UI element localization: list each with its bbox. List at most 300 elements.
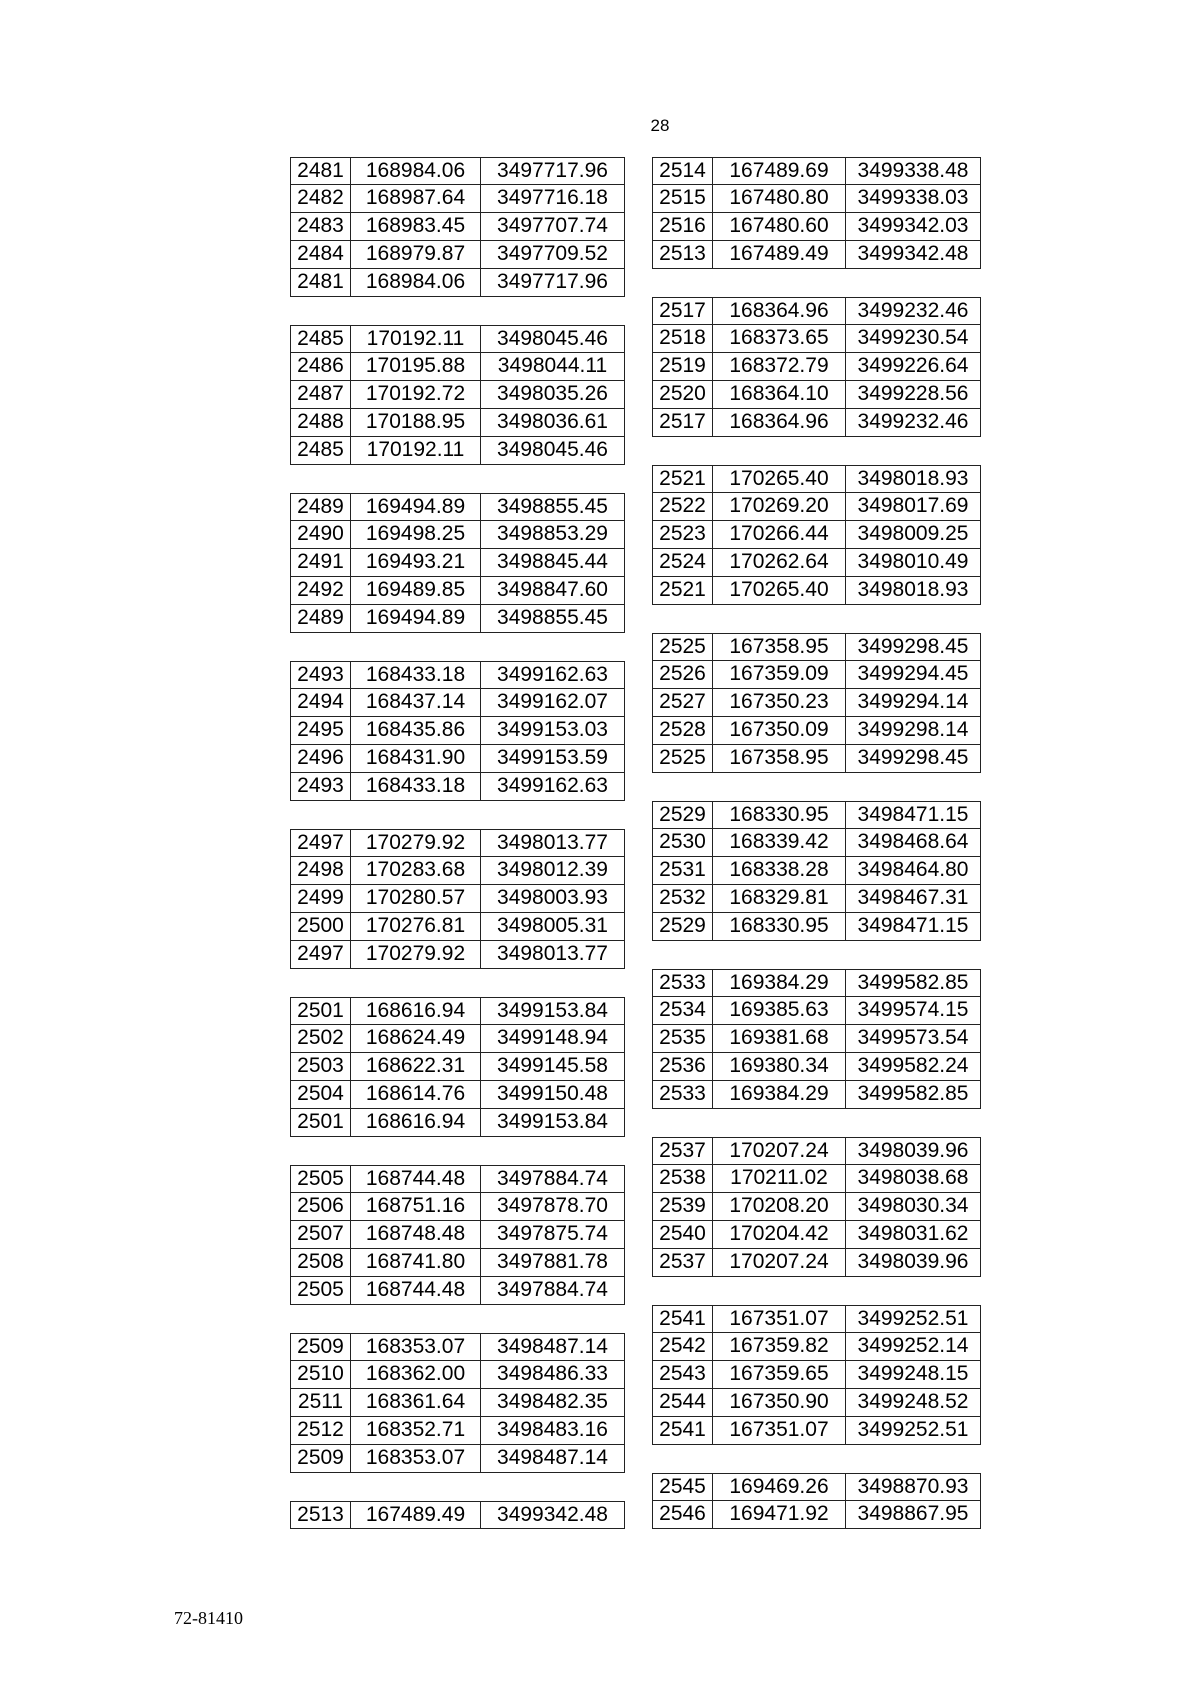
point-id-cell: 2541 [653, 1306, 713, 1332]
x-coordinate-cell: 169381.68 [713, 1025, 846, 1052]
x-coordinate-cell: 167480.60 [713, 213, 846, 240]
y-coordinate-cell: 3498035.26 [497, 382, 608, 405]
point-id-cell: 2532 [653, 885, 713, 912]
point-id-cell: 2545 [653, 1474, 713, 1500]
x-coordinate-cell: 167350.09 [713, 717, 846, 744]
coordinates-table-right [652, 157, 981, 1529]
point-id-cell: 2531 [653, 857, 713, 884]
point-id-cell: 2492 [291, 577, 351, 604]
x-coordinate-cell: 170208.20 [713, 1193, 846, 1220]
y-coordinate-cell: 3498471.15 [857, 914, 969, 937]
y-coordinate-cell: 3499298.45 [857, 635, 969, 658]
point-id-cell: 2487 [291, 381, 351, 408]
y-coordinate-cell: 3498487.14 [497, 1335, 608, 1358]
table-row [652, 409, 981, 437]
table-row [290, 1445, 625, 1473]
table-row [652, 241, 981, 269]
point-id-cell: 2498 [291, 857, 351, 884]
y-coordinate-cell: 3499228.56 [857, 382, 969, 405]
table-row [652, 1333, 981, 1361]
y-coordinate-cell: 3499232.46 [857, 299, 969, 322]
table-row [652, 1473, 981, 1501]
x-coordinate-cell: 168437.14 [351, 689, 481, 716]
x-coordinate-cell: 167359.65 [713, 1361, 846, 1388]
x-coordinate-cell: 168364.10 [713, 381, 846, 408]
table-row [652, 1361, 981, 1389]
y-coordinate-cell: 3498018.93 [857, 578, 969, 601]
point-id-cell: 2505 [291, 1277, 351, 1304]
x-coordinate-cell: 168431.90 [351, 745, 481, 772]
point-id-cell: 2493 [291, 662, 351, 688]
y-coordinate-cell: 3498487.14 [497, 1446, 608, 1469]
table-row [290, 1249, 625, 1277]
x-coordinate-cell: 169471.92 [713, 1501, 846, 1528]
table-row [290, 1277, 625, 1305]
x-coordinate-cell: 170276.81 [351, 913, 481, 940]
y-coordinate-cell: 3498847.60 [497, 578, 608, 601]
y-coordinate-cell: 3497707.74 [497, 214, 608, 237]
point-id-cell: 2539 [653, 1193, 713, 1220]
point-id-cell: 2489 [291, 605, 351, 632]
table-row [652, 801, 981, 829]
point-id-cell: 2502 [291, 1025, 351, 1052]
table-row [290, 689, 625, 717]
table-row [290, 1501, 625, 1529]
table-row [652, 745, 981, 773]
y-coordinate-cell: 3498045.46 [497, 438, 608, 461]
x-coordinate-cell: 169384.29 [713, 1081, 846, 1108]
table-row [652, 1249, 981, 1277]
y-coordinate-cell: 3499338.48 [857, 159, 969, 182]
x-coordinate-cell: 169384.29 [713, 970, 846, 996]
table-row [652, 1081, 981, 1109]
table-row [290, 1193, 625, 1221]
point-id-cell: 2515 [653, 185, 713, 212]
point-id-cell: 2530 [653, 829, 713, 856]
x-coordinate-cell: 170192.11 [351, 437, 481, 464]
point-id-cell: 2485 [291, 326, 351, 352]
x-coordinate-cell: 170265.40 [713, 577, 846, 604]
table-row [290, 885, 625, 913]
x-coordinate-cell: 168622.31 [351, 1053, 481, 1080]
point-id-cell: 2518 [653, 325, 713, 352]
y-coordinate-cell: 3498486.33 [497, 1362, 608, 1385]
point-id-cell: 2536 [653, 1053, 713, 1080]
x-coordinate-cell: 167350.90 [713, 1389, 846, 1416]
table-row [290, 353, 625, 381]
y-coordinate-cell: 3499574.15 [857, 998, 969, 1021]
document-reference: 72-81410 [174, 1608, 243, 1628]
x-coordinate-cell: 170204.42 [713, 1221, 846, 1248]
point-id-cell: 2523 [653, 521, 713, 548]
x-coordinate-cell: 170192.72 [351, 381, 481, 408]
y-coordinate-cell: 3498045.46 [497, 327, 608, 350]
y-coordinate-cell: 3499582.85 [857, 1082, 969, 1105]
y-coordinate-cell: 3498039.96 [857, 1139, 969, 1162]
y-coordinate-cell: 3498003.93 [497, 886, 608, 909]
y-coordinate-cell: 3499252.51 [857, 1418, 969, 1441]
table-row [652, 1193, 981, 1221]
point-id-cell: 2533 [653, 1081, 713, 1108]
y-coordinate-cell: 3498031.62 [857, 1222, 969, 1245]
table-row [652, 157, 981, 185]
point-id-cell: 2499 [291, 885, 351, 912]
x-coordinate-cell: 167358.95 [713, 634, 846, 660]
y-coordinate-cell: 3499342.48 [497, 1503, 608, 1526]
x-coordinate-cell: 169494.89 [351, 605, 481, 632]
table-row [290, 1165, 625, 1193]
x-coordinate-cell: 168338.28 [713, 857, 846, 884]
table-row [652, 1501, 981, 1529]
point-id-cell: 2483 [291, 213, 351, 240]
table-row [652, 381, 981, 409]
table-row [290, 241, 625, 269]
point-id-cell: 2525 [653, 634, 713, 660]
y-coordinate-cell: 3498471.15 [857, 803, 969, 826]
table-row [290, 773, 625, 801]
point-id-cell: 2517 [653, 409, 713, 436]
point-id-cell: 2521 [653, 466, 713, 492]
point-id-cell: 2507 [291, 1221, 351, 1248]
point-id-cell: 2524 [653, 549, 713, 576]
y-coordinate-cell: 3499153.84 [497, 999, 608, 1022]
y-coordinate-cell: 3498044.11 [497, 354, 608, 377]
x-coordinate-cell: 167359.82 [713, 1333, 846, 1360]
table-row [652, 353, 981, 381]
y-coordinate-cell: 3498017.69 [857, 494, 969, 517]
page-number: 28 [650, 116, 670, 135]
x-coordinate-cell: 168435.86 [351, 717, 481, 744]
point-id-cell: 2501 [291, 1109, 351, 1136]
table-row [290, 157, 625, 185]
x-coordinate-cell: 169380.34 [713, 1053, 846, 1080]
point-id-cell: 2511 [291, 1389, 351, 1416]
x-coordinate-cell: 168987.64 [351, 185, 481, 212]
y-coordinate-cell: 3499153.03 [497, 718, 608, 741]
y-coordinate-cell: 3498845.44 [497, 550, 608, 573]
y-coordinate-cell: 3499162.07 [497, 690, 608, 713]
y-coordinate-cell: 3498009.25 [857, 522, 969, 545]
y-coordinate-cell: 3499342.48 [857, 242, 969, 265]
point-id-cell: 2482 [291, 185, 351, 212]
point-id-cell: 2533 [653, 970, 713, 996]
y-coordinate-cell: 3499162.63 [497, 663, 608, 686]
y-coordinate-cell: 3498483.16 [497, 1418, 608, 1441]
x-coordinate-cell: 170188.95 [351, 409, 481, 436]
y-coordinate-cell: 3499252.14 [857, 1334, 969, 1357]
x-coordinate-cell: 167350.23 [713, 689, 846, 716]
x-coordinate-cell: 168373.65 [713, 325, 846, 352]
x-coordinate-cell: 168624.49 [351, 1025, 481, 1052]
table-row [290, 381, 625, 409]
x-coordinate-cell: 168361.64 [351, 1389, 481, 1416]
point-id-cell: 2517 [653, 298, 713, 324]
x-coordinate-cell: 168614.76 [351, 1081, 481, 1108]
point-id-cell: 2493 [291, 773, 351, 800]
table-row [652, 857, 981, 885]
y-coordinate-cell: 3497884.74 [497, 1278, 608, 1301]
table-row [290, 213, 625, 241]
y-coordinate-cell: 3498853.29 [497, 522, 608, 545]
table-row [652, 493, 981, 521]
point-id-cell: 2510 [291, 1361, 351, 1388]
point-id-cell: 2503 [291, 1053, 351, 1080]
table-row [290, 941, 625, 969]
x-coordinate-cell: 167489.49 [351, 1502, 481, 1528]
y-coordinate-cell: 3499153.59 [497, 746, 608, 769]
table-row [290, 1417, 625, 1445]
x-coordinate-cell: 168352.71 [351, 1417, 481, 1444]
point-id-cell: 2529 [653, 802, 713, 828]
point-id-cell: 2527 [653, 689, 713, 716]
y-coordinate-cell: 3499582.24 [857, 1054, 969, 1077]
point-id-cell: 2484 [291, 241, 351, 268]
point-id-cell: 2522 [653, 493, 713, 520]
table-row [290, 857, 625, 885]
x-coordinate-cell: 169494.89 [351, 494, 481, 520]
point-id-cell: 2488 [291, 409, 351, 436]
x-coordinate-cell: 170269.20 [713, 493, 846, 520]
y-coordinate-cell: 3497717.96 [497, 270, 608, 293]
table-row [290, 1053, 625, 1081]
x-coordinate-cell: 168364.96 [713, 298, 846, 324]
table-row [652, 521, 981, 549]
x-coordinate-cell: 169469.26 [713, 1474, 846, 1500]
x-coordinate-cell: 170262.64 [713, 549, 846, 576]
table-row [652, 1305, 981, 1333]
y-coordinate-cell: 3498013.77 [497, 942, 608, 965]
y-coordinate-cell: 3499298.14 [857, 718, 969, 741]
y-coordinate-cell: 3499230.54 [857, 326, 969, 349]
y-coordinate-cell: 3499294.45 [857, 662, 969, 685]
x-coordinate-cell: 167359.09 [713, 661, 846, 688]
x-coordinate-cell: 170211.02 [713, 1165, 846, 1192]
table-row [652, 185, 981, 213]
point-id-cell: 2534 [653, 997, 713, 1024]
y-coordinate-cell: 3498867.95 [857, 1502, 969, 1525]
table-row [290, 409, 625, 437]
x-coordinate-cell: 167480.80 [713, 185, 846, 212]
table-row [290, 913, 625, 941]
point-id-cell: 2509 [291, 1334, 351, 1360]
table-row [290, 997, 625, 1025]
table-row [652, 1221, 981, 1249]
table-row [652, 997, 981, 1025]
x-coordinate-cell: 168353.07 [351, 1445, 481, 1472]
y-coordinate-cell: 3499573.54 [857, 1026, 969, 1049]
point-id-cell: 2491 [291, 549, 351, 576]
x-coordinate-cell: 168616.94 [351, 998, 481, 1024]
x-coordinate-cell: 170207.24 [713, 1138, 846, 1164]
point-id-cell: 2537 [653, 1138, 713, 1164]
point-id-cell: 2544 [653, 1389, 713, 1416]
point-id-cell: 2500 [291, 913, 351, 940]
point-id-cell: 2489 [291, 494, 351, 520]
x-coordinate-cell: 169489.85 [351, 577, 481, 604]
point-id-cell: 2521 [653, 577, 713, 604]
table-row [652, 969, 981, 997]
y-coordinate-cell: 3499342.03 [857, 214, 969, 237]
point-id-cell: 2516 [653, 213, 713, 240]
y-coordinate-cell: 3497884.74 [497, 1167, 608, 1190]
point-id-cell: 2501 [291, 998, 351, 1024]
table-row [290, 437, 625, 465]
x-coordinate-cell: 170265.40 [713, 466, 846, 492]
point-id-cell: 2546 [653, 1501, 713, 1528]
table-row [652, 661, 981, 689]
point-id-cell: 2509 [291, 1445, 351, 1472]
y-coordinate-cell: 3498018.93 [857, 467, 969, 490]
point-id-cell: 2512 [291, 1417, 351, 1444]
y-coordinate-cell: 3498036.61 [497, 410, 608, 433]
y-coordinate-cell: 3497716.18 [497, 186, 608, 209]
point-id-cell: 2485 [291, 437, 351, 464]
table-row [652, 213, 981, 241]
point-id-cell: 2497 [291, 830, 351, 856]
table-row [290, 521, 625, 549]
table-row [290, 549, 625, 577]
x-coordinate-cell: 168433.18 [351, 773, 481, 800]
y-coordinate-cell: 3499150.48 [497, 1082, 608, 1105]
x-coordinate-cell: 169385.63 [713, 997, 846, 1024]
x-coordinate-cell: 170192.11 [351, 326, 481, 352]
table-row [652, 465, 981, 493]
y-coordinate-cell: 3499153.84 [497, 1110, 608, 1133]
table-row [652, 689, 981, 717]
x-coordinate-cell: 168744.48 [351, 1166, 481, 1192]
point-id-cell: 2541 [653, 1417, 713, 1444]
table-row [290, 1361, 625, 1389]
x-coordinate-cell: 168329.81 [713, 885, 846, 912]
point-id-cell: 2481 [291, 269, 351, 296]
table-row [290, 1081, 625, 1109]
table-row [652, 633, 981, 661]
point-id-cell: 2490 [291, 521, 351, 548]
x-coordinate-cell: 168616.94 [351, 1109, 481, 1136]
point-id-cell: 2495 [291, 717, 351, 744]
x-coordinate-cell: 168984.06 [351, 269, 481, 296]
point-id-cell: 2526 [653, 661, 713, 688]
point-id-cell: 2540 [653, 1221, 713, 1248]
y-coordinate-cell: 3497717.96 [497, 159, 608, 182]
table-row [290, 605, 625, 633]
y-coordinate-cell: 3498464.80 [857, 858, 969, 881]
coordinates-table-left [290, 157, 625, 1529]
x-coordinate-cell: 170283.68 [351, 857, 481, 884]
table-row [652, 913, 981, 941]
point-id-cell: 2528 [653, 717, 713, 744]
y-coordinate-cell: 3499248.15 [857, 1362, 969, 1385]
point-id-cell: 2519 [653, 353, 713, 380]
table-row [652, 1137, 981, 1165]
x-coordinate-cell: 168741.80 [351, 1249, 481, 1276]
table-row [652, 577, 981, 605]
y-coordinate-cell: 3499226.64 [857, 354, 969, 377]
table-row [652, 1053, 981, 1081]
table-row [290, 745, 625, 773]
y-coordinate-cell: 3498010.49 [857, 550, 969, 573]
table-row [290, 1221, 625, 1249]
x-coordinate-cell: 170195.88 [351, 353, 481, 380]
table-row [652, 717, 981, 745]
x-coordinate-cell: 167489.49 [713, 241, 846, 268]
x-coordinate-cell: 169498.25 [351, 521, 481, 548]
table-row [290, 1109, 625, 1137]
table-row [290, 269, 625, 297]
point-id-cell: 2496 [291, 745, 351, 772]
table-row [290, 1389, 625, 1417]
table-row [652, 325, 981, 353]
point-id-cell: 2504 [291, 1081, 351, 1108]
table-row [652, 829, 981, 857]
y-coordinate-cell: 3497881.78 [497, 1250, 608, 1273]
y-coordinate-cell: 3498012.39 [497, 858, 608, 881]
y-coordinate-cell: 3498870.93 [857, 1475, 969, 1498]
y-coordinate-cell: 3497875.74 [497, 1222, 608, 1245]
y-coordinate-cell: 3497709.52 [497, 242, 608, 265]
x-coordinate-cell: 170279.92 [351, 941, 481, 968]
y-coordinate-cell: 3498855.45 [497, 606, 608, 629]
y-coordinate-cell: 3499582.85 [857, 971, 969, 994]
table-row [290, 577, 625, 605]
x-coordinate-cell: 168744.48 [351, 1277, 481, 1304]
y-coordinate-cell: 3498039.96 [857, 1250, 969, 1273]
point-id-cell: 2542 [653, 1333, 713, 1360]
y-coordinate-cell: 3498030.34 [857, 1194, 969, 1217]
x-coordinate-cell: 168372.79 [713, 353, 846, 380]
x-coordinate-cell: 168979.87 [351, 241, 481, 268]
y-coordinate-cell: 3499294.14 [857, 690, 969, 713]
table-row [652, 1025, 981, 1053]
point-id-cell: 2486 [291, 353, 351, 380]
y-coordinate-cell: 3498013.77 [497, 831, 608, 854]
x-coordinate-cell: 168330.95 [713, 802, 846, 828]
x-coordinate-cell: 170266.44 [713, 521, 846, 548]
point-id-cell: 2497 [291, 941, 351, 968]
x-coordinate-cell: 168983.45 [351, 213, 481, 240]
y-coordinate-cell: 3498467.31 [857, 886, 969, 909]
point-id-cell: 2535 [653, 1025, 713, 1052]
point-id-cell: 2525 [653, 745, 713, 772]
x-coordinate-cell: 167489.69 [713, 158, 846, 184]
table-row [290, 493, 625, 521]
point-id-cell: 2543 [653, 1361, 713, 1388]
x-coordinate-cell: 170280.57 [351, 885, 481, 912]
table-row [652, 1417, 981, 1445]
x-coordinate-cell: 168353.07 [351, 1334, 481, 1360]
point-id-cell: 2494 [291, 689, 351, 716]
table-row [290, 1333, 625, 1361]
x-coordinate-cell: 168339.42 [713, 829, 846, 856]
x-coordinate-cell: 168330.95 [713, 913, 846, 940]
x-coordinate-cell: 167358.95 [713, 745, 846, 772]
point-id-cell: 2505 [291, 1166, 351, 1192]
point-id-cell: 2514 [653, 158, 713, 184]
point-id-cell: 2538 [653, 1165, 713, 1192]
x-coordinate-cell: 168748.48 [351, 1221, 481, 1248]
table-row [290, 717, 625, 745]
y-coordinate-cell: 3497878.70 [497, 1194, 608, 1217]
y-coordinate-cell: 3499298.45 [857, 746, 969, 769]
x-coordinate-cell: 168364.96 [713, 409, 846, 436]
table-row [290, 325, 625, 353]
y-coordinate-cell: 3498038.68 [857, 1166, 969, 1189]
x-coordinate-cell: 170279.92 [351, 830, 481, 856]
y-coordinate-cell: 3499248.52 [857, 1390, 969, 1413]
x-coordinate-cell: 167351.07 [713, 1306, 846, 1332]
point-id-cell: 2520 [653, 381, 713, 408]
point-id-cell: 2508 [291, 1249, 351, 1276]
